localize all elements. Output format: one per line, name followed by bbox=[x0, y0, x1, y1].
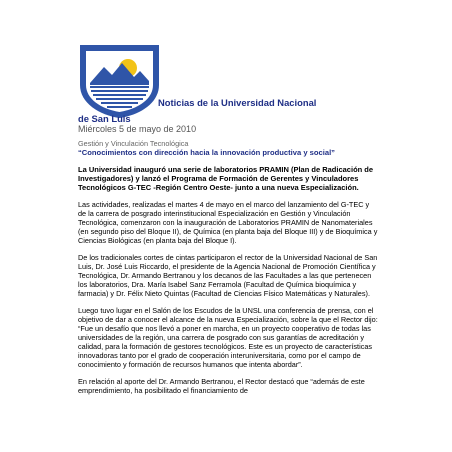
article-date: Miércoles 5 de mayo de 2010 bbox=[78, 124, 197, 134]
article-headline: “Conocimientos con dirección hacia la innovación productiva y social” bbox=[78, 148, 335, 157]
news-header-title-continued: de San Luis bbox=[78, 113, 131, 124]
article-paragraph-3: Luego tuvo lugar en el Salón de los Escudos de la UNSL una conferencia de prensa, con el objetivo de dar a conocer el alcance de la nueva Especialización, sobre la que el Rector dijo: “Fue un desafío que nos llevó a poner en marcha, en un proyecto cooperativo de todas las universidades de la región, una carrera de posgrado con sus garantías de acreditación y calidad, para la formación de gestores tecnológicos. Este es un proyecto de características innovadoras tanto por el grado de cooperación interuniversitaria, como por el campo de conocimiento y formación de recursos humanos que intenta abordar”. bbox=[78, 306, 378, 369]
article-section: Gestión y Vinculación Tecnológica bbox=[78, 139, 189, 148]
article-content bbox=[78, 113, 378, 395]
university-shield-logo bbox=[76, 41, 163, 119]
shield-emblem-icon bbox=[76, 41, 163, 119]
news-header-title: Noticias de la Universidad Nacional bbox=[158, 97, 317, 108]
article-paragraph-2: De los tradicionales cortes de cintas participaron el rector de la Universidad Nacional de San Luis, Dr. José Luis Riccardo, el presidente de la Agencia Nacional de Promoción Científica y Tecnológica, Dr. Armando Bertranou y los decanos de las Facultades a las que pertenecen los laboratorios, Dra. María Isabel Sanz Ferramola (Facultad de Química bioquímica y farmacia) y Dr. Félix Nieto Quintas (Facultad de Ciencias Físico Matemáticas y Naturales). bbox=[78, 253, 378, 298]
article-paragraph-1: Las actividades, realizadas el martes 4 de mayo en el marco del lanzamiento del G-TEC y de la carrera de posgrado interinstitucional Especialización en Gestión y Vinculación Tecnológica, comenzaron con la inauguración de Laboratorios PRAMIN de Nanomateriales (en segundo piso del Bloque II), de Química (en planta baja del Bloque III) y de Bioquímica y Ciencias Biológicas (en planta baja del Bloque I). bbox=[78, 200, 378, 245]
article-lead: La Universidad inauguró una serie de laboratorios PRAMIN (Plan de Radicación de Investigadores) y lanzó el Programa de Formación de Gerentes y Vinculadores Tecnológicos G-TEC -Región Centro Oeste- junto a una nueva Especialización. bbox=[78, 165, 374, 192]
article-paragraph-4: En relación al aporte del Dr. Armando Bertranou, el Rector destacó que “además de este emprendimiento, ha posibilitado el financiamiento de bbox=[78, 377, 365, 395]
